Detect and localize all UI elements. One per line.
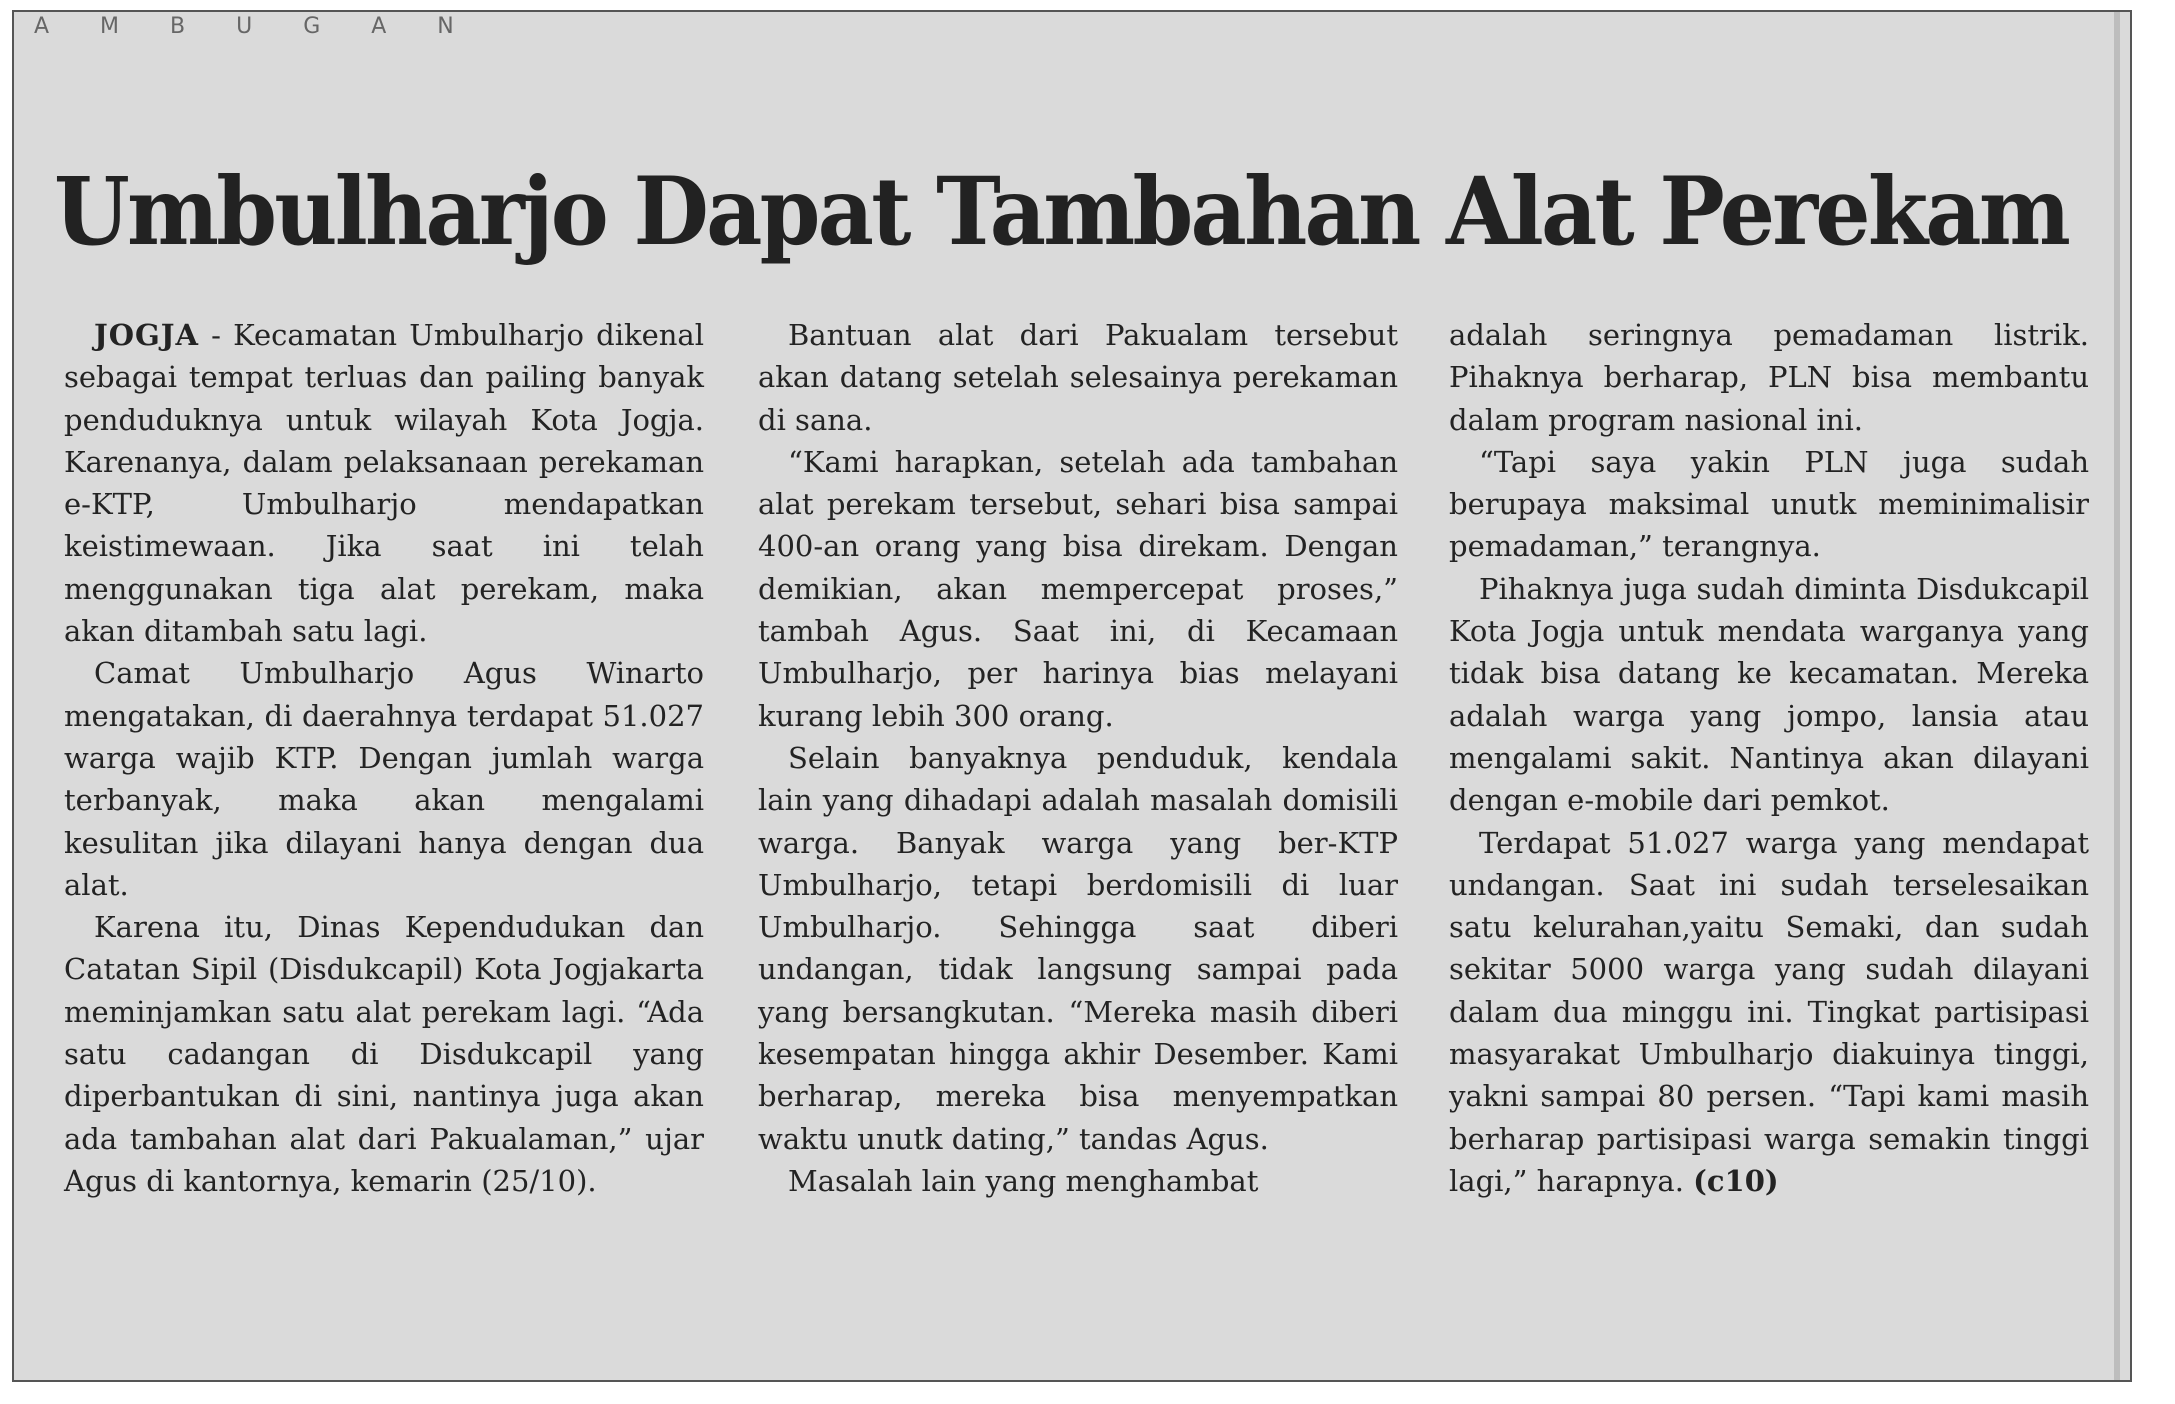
- article-column-2: [758, 314, 1398, 1202]
- paragraph: [64, 314, 704, 652]
- paragraph: Selain banyaknya penduduk, kendala lain yang dihadapi adalah masalah domisili warga. Banyak warga yang ber-KTP Umbulharjo, tetapi berdomisili di luar Umbulharjo. Sehingga saat diberi undangan, tidak langsung sampai pada yang bersangkutan. “Mereka masih diberi kesempatan hingga akhir Desember. Kami berharap, mereka bisa menyempatkan waktu unutk dating,” tandas Agus.: [758, 740, 1398, 1156]
- article-column-1: [64, 314, 704, 1202]
- paragraph: [1449, 822, 2089, 1203]
- paragraph: Camat Umbulharjo Agus Winarto mengatakan, di daerahnya terdapat 51.027 warga wajib KTP. Dengan jumlah warga terbanyak, maka akan mengalami kesulitan jika dilayani hanya dengan dua alat.: [64, 656, 704, 902]
- paragraph: Pihaknya juga sudah diminta Disdukcapil Kota Jogja untuk mendata warganya yang tidak bisa datang ke kecamatan. Mereka adalah warga yang jompo, lansia atau mengalami sakit. Nantinya akan dilayani dengan e-mobile dari pemkot.: [1449, 571, 2089, 818]
- author-signature: (c10): [1693, 1163, 1779, 1198]
- paragraph: adalah seringnya pemadaman listrik. Pihaknya berharap, PLN bisa membantu dalam program nasional ini.: [1449, 318, 2089, 437]
- top-strip-text: A M B U G A N: [34, 14, 476, 39]
- article-body: [64, 314, 2094, 1324]
- paragraph: “Kami harapkan, setelah ada tambahan alat perekam tersebut, sehari bisa sampai 400-an orang yang bisa direkam. Dengan demikian, akan mempercepat proses,” tambah Agus. Saat ini, di Kecamaan Umbulharjo, per harinya bias melayani kurang lebih 300 orang.: [758, 444, 1398, 733]
- newspaper-clipping: [12, 10, 2132, 1382]
- clipping-edge-shadow: [2114, 12, 2120, 1380]
- article-headline: Umbulharjo Dapat Tambahan Alat Perekam: [54, 157, 2069, 267]
- paragraph: Bantuan alat dari Pakualam tersebut akan datang setelah selesainya perekaman di sana.: [758, 318, 1398, 437]
- dateline: JOGJA: [94, 318, 199, 352]
- paragraph: “Tapi saya yakin PLN juga sudah berupaya maksimal unutk meminimalisir pemadaman,” terangnya.: [1449, 444, 2089, 564]
- paragraph-text: - Kecamatan Umbulharjo dikenal sebagai tempat terluas dan pailing banyak penduduknya untuk wilayah Kota Jogja. Karenanya, dalam pelaksanaan perekaman e-KTP, Umbulharjo mendapatkan keistimewaan. Jika saat ini telah menggunakan tiga alat perekam, maka akan ditambah satu lagi.: [64, 318, 704, 649]
- paragraph: Karena itu, Dinas Kependudukan dan Catatan Sipil (Disdukcapil) Kota Jogjakarta meminjamkan satu alat perekam lagi. “Ada satu cadangan di Disdukcapil yang diperbantukan di sini, nantinya juga akan ada tambahan alat dari Pakualaman,” ujar Agus di kantornya, kemarin (25/10).: [64, 910, 704, 1198]
- paragraph-text: Terdapat 51.027 warga yang mendapat undangan. Saat ini sudah terselesaikan satu kelurahan,yaitu Semaki, dan sudah sekitar 5000 warga yang sudah dilayani dalam dua minggu ini. Tingkat partisipasi masyarakat Umbulharjo diakuinya tinggi, yakni sampai 80 persen. “Tapi kami masih berharap partisipasi warga semakin tinggi lagi,” harapnya.: [1449, 825, 2089, 1198]
- paragraph: Masalah lain yang menghambat: [788, 1163, 1259, 1198]
- article-column-3: [1449, 314, 2089, 1202]
